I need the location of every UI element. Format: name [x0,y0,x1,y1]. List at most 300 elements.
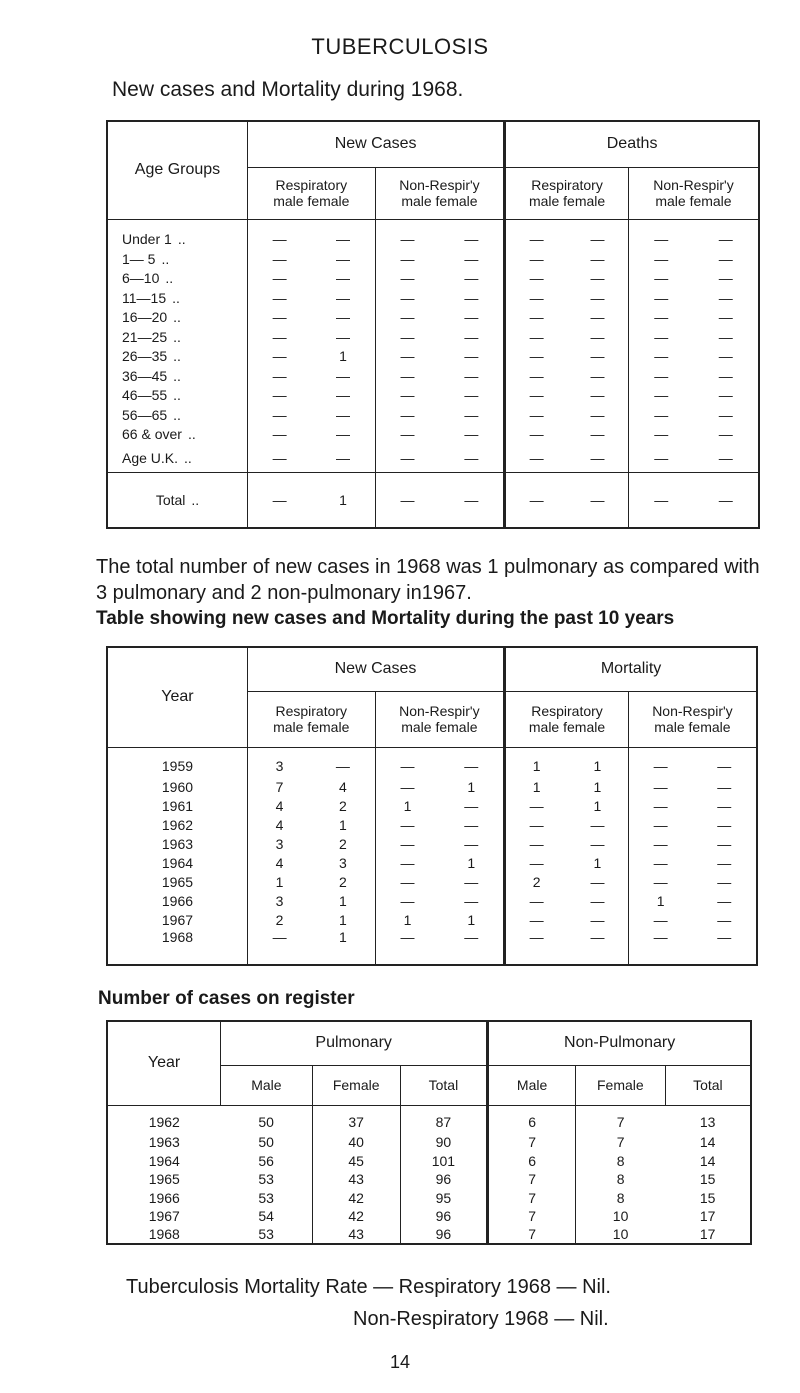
value-pair-cell [375,425,505,445]
age-group-cell [107,444,248,472]
pulmonary-total-cell: 101 [400,1152,488,1171]
value-pair [248,368,375,384]
value-pair [629,798,756,814]
value-pair [248,251,375,267]
value-male: — [400,892,415,909]
value-female: — [464,449,479,466]
value-male: 3 [275,892,284,909]
subheader-cell [248,167,376,219]
value-pair [376,329,504,345]
value-female: — [464,929,479,945]
table-row [107,425,759,445]
value-pair [506,270,628,286]
value-pair-cell [628,288,759,308]
pulmonary-total-cell: 96 [400,1207,488,1226]
table-row [107,796,757,815]
pulmonary-total-cell: 95 [400,1189,488,1208]
non-pulmonary-male-cell: 7 [488,1207,576,1226]
value-pair [629,426,758,442]
value-female: — [335,758,350,775]
value-female: — [590,911,605,928]
value-male: — [529,892,544,909]
pulmonary-male-cell: 53 [258,1171,274,1188]
pulmonary-total-cell: 87 [400,1105,488,1133]
value-male: — [654,328,669,345]
non-pulmonary-male-cell: 6 [488,1105,576,1133]
age-group-label: 56—65 [122,406,168,423]
value-pair-cell [375,815,505,834]
value-male: — [529,835,544,852]
year-cell: 1960 [161,778,194,795]
sub-nonresp: Non-Respir'y [399,703,480,719]
value-pair-cell [247,834,375,853]
pulmonary-female-cell: 42 [312,1189,400,1208]
sub-mf: male female [654,719,731,735]
value-pair [376,893,504,909]
value-male: — [653,835,668,852]
year-cell: 1961 [161,797,194,814]
value-pair [376,874,504,890]
value-pair [629,893,756,909]
value-male: — [654,231,669,248]
pulmonary-female-cell: 43 [312,1170,400,1189]
non-pulmonary-female-cell: 8 [575,1170,665,1189]
value-male: — [653,911,668,928]
value-female: — [590,328,605,345]
year-cell: 1959 [161,758,194,775]
value-pair [629,492,758,508]
value-female: — [590,406,605,423]
mortality-rate-line1: Tuberculosis Mortality Rate — Respiratory 1968 — Nil. [126,1276,611,1298]
non-pulmonary-total-cell: 17 [699,1208,716,1225]
pulmonary-female-cell: 43 [312,1226,400,1245]
age-group-label: 16—20 [122,309,168,326]
value-male: — [653,873,668,890]
age-group-cell [107,308,248,328]
sub-resp: Respiratory [531,177,603,193]
value-pair [629,836,756,852]
value-male: — [400,289,415,306]
value-male: — [529,816,544,833]
value-male: — [400,854,415,871]
value-male: 1 [656,892,665,909]
value-male: — [529,348,544,365]
value-female: — [718,426,733,443]
value-pair [629,348,758,364]
value-female: — [718,348,733,365]
value-female: — [335,309,350,326]
value-pair [248,492,375,508]
value-pair-cell [248,347,376,367]
value-male: — [400,367,415,384]
subheader-cell [375,691,505,747]
value-female: — [590,270,605,287]
value-female: — [718,309,733,326]
age-group-label: Under 1 [122,231,172,248]
value-male: — [529,309,544,326]
value-pair [376,348,504,364]
value-female: — [717,797,732,814]
value-female: — [590,309,605,326]
value-pair-cell [247,796,375,815]
value-pair-cell [505,472,629,528]
age-group-cell [107,347,248,367]
value-male: — [400,387,415,404]
leader-dots: .. [184,449,192,466]
value-male: — [400,816,415,833]
value-pair [376,450,504,466]
value-female: — [717,911,732,928]
year-cell: 1965 [161,873,194,890]
value-pair [506,912,628,928]
value-pair-cell [628,777,757,796]
leader-dots: .. [173,348,181,365]
value-pair-cell [248,472,376,528]
header-female: Female [312,1065,400,1105]
value-male: — [654,250,669,267]
value-pair [376,270,504,286]
value-pair-cell [505,796,629,815]
value-pair-cell [248,366,376,386]
value-male: — [400,929,415,945]
value-female: 1 [593,778,602,795]
pulmonary-female-cell: 42 [312,1207,400,1226]
table-row [107,1152,751,1171]
sub-nonresp: Non-Respir'y [653,177,734,193]
value-male: — [400,491,415,508]
value-pair-cell [505,425,629,445]
age-group-cell [107,425,248,445]
value-pair [248,836,375,852]
header-total: Total [665,1065,751,1105]
value-pair-cell [505,853,629,872]
value-pair-cell [628,249,759,269]
value-pair-cell [248,405,376,425]
non-pulmonary-total-cell: 13 [699,1114,716,1131]
leader-dots: .. [173,328,181,345]
table-row [107,366,759,386]
value-pair-cell [375,269,505,289]
value-pair [376,309,504,325]
value-pair [248,309,375,325]
value-pair [376,836,504,852]
value-pair-cell [247,777,375,796]
age-group-label: 6—10 [122,270,160,287]
value-female: — [717,854,732,871]
value-male: 2 [532,873,541,890]
value-pair [248,798,375,814]
value-male: 4 [275,797,284,814]
value-pair-cell [375,929,505,965]
value-male: — [654,270,669,287]
value-female: — [717,873,732,890]
table-row [107,386,759,406]
age-group-cell [107,288,248,308]
value-male: — [272,328,287,345]
value-pair-cell [505,405,629,425]
sub-mf: male female [401,193,478,209]
value-pair-cell [375,405,505,425]
value-pair-cell [505,219,629,249]
value-pair [629,387,758,403]
non-pulmonary-male-cell: 7 [488,1189,576,1208]
leader-dots: .. [191,491,200,508]
pulmonary-male-cell: 53 [258,1189,274,1206]
value-female: 1 [593,758,602,775]
value-female: 2 [339,873,347,890]
value-female: — [464,250,479,267]
value-pair-cell [505,777,629,796]
value-pair-cell [375,219,505,249]
value-pair-cell [628,425,759,445]
value-female: — [464,231,479,248]
value-pair [248,270,375,286]
value-pair-cell [628,872,757,891]
year-cell: 1968 [161,929,194,945]
year-cell: 1965 [148,1171,180,1188]
sub-resp: Respiratory [275,177,348,193]
value-male: — [653,816,668,833]
value-female: — [335,289,350,306]
table-row [107,747,757,777]
value-male: — [529,231,544,248]
value-pair [376,758,504,774]
value-male: — [654,406,669,423]
sub-mf: male female [528,193,606,209]
col-year: Year [107,1021,221,1105]
value-female: 1 [593,797,602,814]
year-cell: 1962 [161,816,194,833]
age-group-label: 36—45 [122,367,168,384]
pulmonary-female-cell: 45 [312,1152,400,1171]
value-pair-cell [247,891,375,910]
value-pair-cell [505,891,629,910]
non-pulmonary-total-cell: 15 [699,1171,716,1188]
value-male: — [400,449,415,466]
value-male: 3 [275,758,284,775]
value-pair-cell [628,910,757,929]
value-pair [629,270,758,286]
subheader-cell [628,167,759,219]
value-male: — [400,778,415,795]
value-pair [376,251,504,267]
value-pair-cell [375,327,505,347]
value-female: — [464,309,479,326]
value-pair [506,492,628,508]
value-pair [248,874,375,890]
table-row [107,1170,751,1189]
pulmonary-male-cell: 50 [258,1134,274,1151]
value-male: — [654,426,669,443]
value-pair-cell [505,386,629,406]
value-pair-cell [628,366,759,386]
value-pair-cell [628,269,759,289]
value-male: — [272,250,287,267]
value-male: 7 [275,778,284,795]
value-pair-cell [375,249,505,269]
value-male: — [272,406,287,423]
value-pair-cell [375,747,505,777]
non-pulmonary-female-cell: 7 [575,1133,665,1152]
value-female: — [464,873,479,890]
value-pair [248,290,375,306]
value-pair [248,779,375,795]
value-pair [248,231,375,247]
value-pair [506,407,628,423]
pulmonary-male-cell: 53 [258,1226,274,1243]
value-pair-cell [505,288,629,308]
table-row [107,472,759,528]
value-pair-cell [375,308,505,328]
non-pulmonary-male-cell: 7 [488,1226,576,1245]
value-female: 3 [339,854,347,871]
value-pair-cell [505,269,629,289]
table-row [107,815,757,834]
value-pair-cell [248,425,376,445]
value-pair [629,368,758,384]
value-male: — [529,911,544,928]
value-female: — [717,835,732,852]
value-female: — [590,873,605,890]
value-female: 1 [467,911,476,928]
value-female: 1 [339,816,347,833]
age-group-label: 46—55 [122,387,168,404]
value-female: — [464,758,479,775]
sub-mf: male female [273,193,350,209]
age-group-cell [107,327,248,347]
leader-dots: .. [161,250,170,267]
value-pair [376,407,504,423]
value-female: — [464,270,479,287]
value-male: — [400,309,415,326]
value-female: — [335,426,350,443]
value-pair [248,817,375,833]
value-pair-cell [248,219,376,249]
value-female: 1 [339,892,347,909]
value-male: — [272,929,287,945]
non-pulmonary-total-cell: 17 [699,1226,716,1243]
non-pulmonary-total-cell: 14 [699,1152,716,1169]
value-male: — [400,348,415,365]
value-female: — [335,250,350,267]
age-group-cell [107,405,248,425]
subheader-cell [375,167,505,219]
non-pulmonary-total-cell: 14 [699,1134,716,1151]
value-pair-cell [248,269,376,289]
table-row [107,288,759,308]
value-pair [376,426,504,442]
value-female: 1 [339,911,347,928]
value-pair [629,251,758,267]
value-female: — [335,367,350,384]
value-female: — [464,348,479,365]
year-cell: 1966 [148,1189,180,1206]
value-pair-cell [375,386,505,406]
value-male: — [272,491,287,508]
header-non-pulmonary: Non-Pulmonary [488,1021,751,1065]
table-row [107,327,759,347]
pulmonary-total-cell: 96 [400,1170,488,1189]
value-pair [376,798,504,814]
age-group-cell [107,219,248,249]
value-pair [629,329,758,345]
value-female: — [335,387,350,404]
sub-resp: Respiratory [531,703,603,719]
value-pair [506,348,628,364]
table-row [107,347,759,367]
header-female: Female [575,1065,665,1105]
value-pair [248,407,375,423]
value-pair [248,912,375,928]
value-pair-cell [505,910,629,929]
value-pair [629,929,756,945]
value-female: — [590,449,605,466]
value-male: — [272,289,287,306]
value-pair-cell [375,366,505,386]
value-pair-cell [628,347,759,367]
page-subtitle: New cases and Mortality during 1968. [112,78,464,101]
value-pair-cell [505,747,629,777]
value-female: 1 [339,491,347,508]
value-female: 1 [593,854,602,871]
year-cell: 1967 [148,1208,180,1225]
sub-mf: male female [273,719,350,735]
value-female: — [718,289,733,306]
age-group-label: 1— 5 [122,250,156,267]
value-pair [506,251,628,267]
table-row [107,929,757,965]
table-row [107,269,759,289]
non-pulmonary-female-cell: 10 [575,1226,665,1245]
value-female: — [718,328,733,345]
value-pair [376,387,504,403]
value-pair-cell [505,872,629,891]
value-female: — [717,778,732,795]
value-female: — [717,758,732,775]
table-row [107,219,759,249]
value-female: — [718,231,733,248]
value-female: — [464,406,479,423]
ten-year-table [106,646,758,966]
value-female: — [590,835,605,852]
table-row [107,1133,751,1152]
value-pair-cell [248,288,376,308]
value-pair [376,492,504,508]
value-pair [629,758,756,774]
value-pair [376,779,504,795]
value-female: — [590,892,605,909]
value-male: — [272,270,287,287]
value-pair-cell [247,747,375,777]
leader-dots: .. [172,289,180,306]
value-pair-cell [248,327,376,347]
value-female: — [464,835,479,852]
year-cell: 1968 [148,1226,180,1243]
value-female: — [335,449,350,466]
value-pair [629,407,758,423]
table-row [107,249,759,269]
value-pair [248,929,375,945]
value-male: 3 [275,835,284,852]
value-female: — [464,426,479,443]
value-female: — [590,816,605,833]
value-male: — [529,367,544,384]
leader-dots: .. [173,367,181,384]
value-male: — [529,289,544,306]
value-pair-cell [375,872,505,891]
value-male: — [272,309,287,326]
value-male: — [400,426,415,443]
